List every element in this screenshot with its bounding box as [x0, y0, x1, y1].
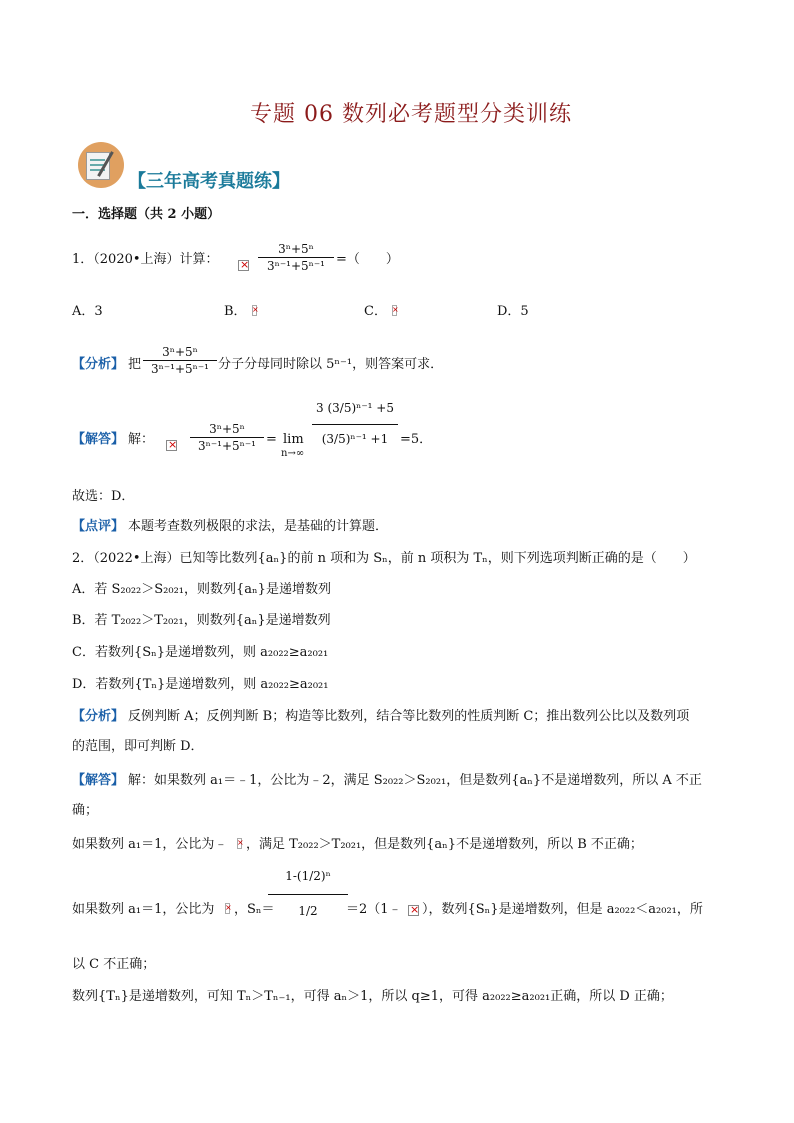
- q2-analysis-line2: 的范围，即可判断 D．: [72, 739, 204, 754]
- q2-option-a: A．若 S₂₀₂₂＞S₂₀₂₁，则数列{aₙ}是递增数列: [72, 582, 331, 597]
- q1-answer-tag: 【解答】: [72, 432, 125, 447]
- q2-answer-tag: 【解答】: [72, 773, 125, 788]
- q1-answer-fraction2: [312, 402, 398, 445]
- q1-analysis-fraction: [143, 346, 217, 375]
- q2-option-d: D．若数列{Tₙ}是递增数列，则 a₂₀₂₂≥a₂₀₂₁: [72, 677, 329, 692]
- q1-fraction: [258, 243, 334, 272]
- section-banner: 【三年高考真题练】: [128, 171, 290, 192]
- broken-image-icon: [252, 305, 257, 316]
- q1-answer-result: =5．: [400, 432, 433, 447]
- q1-answer-pre: 解：: [128, 432, 155, 447]
- q2-analysis-line1: 反例判断 A；反例判断 B；构造等比数列，结合等比数列的性质判断 C；推出数列公比以及数列项: [128, 709, 690, 724]
- q2-stem: 2．（2022•上海）已知等比数列{aₙ}的前 n 项和为 Sₙ，前 n 项积为 Tₙ，则下列选项判断正确的是（ ）: [72, 551, 696, 566]
- q2-answer-line2a: 如果数列 a₁＝1，公比为﹣: [72, 837, 228, 852]
- q1-equals: =（ ）: [336, 252, 399, 267]
- page-title: 专题 06 数列必考题型分类训练: [250, 102, 572, 127]
- broken-image-icon: [225, 903, 230, 914]
- q1-option-a: A．3: [72, 304, 103, 319]
- q1-option-d: D．5: [497, 304, 529, 319]
- q1-answer-eq: =: [266, 432, 277, 447]
- q1-analysis-pre: 把: [128, 357, 142, 372]
- q2-answer-line3a: 如果数列 a₁＝1，公比为: [72, 902, 215, 917]
- q1-option-c: C．: [364, 304, 387, 319]
- analysis-numerator: 3ⁿ+5ⁿ: [162, 345, 198, 359]
- q1-option-b: B．: [224, 304, 247, 319]
- q1-comment-tag: 【点评】: [72, 519, 125, 534]
- q2-option-b: B．若 T₂₀₂₂＞T₂₀₂₁，则数列{aₙ}是递增数列: [72, 613, 331, 628]
- section-heading: 一．选择题（共 2 小题）: [72, 207, 221, 222]
- q2-answer-line1: 解：如果数列 a₁＝﹣1，公比为﹣2，满足 S₂₀₂₂＞S₂₀₂₁，但是数列{aₙ}不是递增数列，所以 A 不正: [128, 773, 702, 788]
- answer-denominator: 3ⁿ⁻¹+5ⁿ⁻¹: [198, 439, 256, 453]
- answer-numerator: 3ⁿ+5ⁿ: [209, 422, 245, 436]
- q2-answer-line3b: ，Sₙ＝: [234, 902, 275, 917]
- sn-numerator: 1-(1/2)ⁿ: [285, 869, 331, 883]
- q2-answer-line3e: 以 C 不正确；: [72, 957, 156, 972]
- q2-answer-line3c: ＝2（1﹣: [346, 902, 402, 917]
- q2-answer-line2b: ，满足 T₂₀₂₂＞T₂₀₂₁，但是数列{aₙ}不是递增数列，所以 B 不正确；: [246, 837, 643, 852]
- broken-image-icon: [237, 838, 242, 849]
- q1-choose: 故选：D．: [72, 489, 135, 504]
- q1-numerator: 3ⁿ+5ⁿ: [278, 242, 314, 256]
- q1-denominator: 3ⁿ⁻¹+5ⁿ⁻¹: [267, 259, 325, 273]
- q2-option-c: C．若数列{Sₙ}是递增数列，则 a₂₀₂₂≥a₂₀₂₁: [72, 645, 329, 660]
- q1-answer-fraction1: [190, 423, 264, 452]
- q2-analysis-tag: 【分析】: [72, 709, 125, 724]
- q1-comment: 本题考查数列极限的求法，是基础的计算题．: [128, 519, 389, 534]
- sn-denominator: 1/2: [298, 904, 318, 918]
- q1-answer-limsub: n→∞: [281, 448, 305, 459]
- q1-analysis-post: 分子分母同时除以 5ⁿ⁻¹，则答案可求．: [218, 357, 444, 372]
- broken-image-icon: [392, 305, 397, 316]
- q1-analysis-tag: 【分析】: [72, 357, 125, 372]
- q2-answer-line3d: ），数列{Sₙ}是递增数列，但是 a₂₀₂₂＜a₂₀₂₁，所: [422, 902, 703, 917]
- q2-answer-line4: 数列{Tₙ}是递增数列，可知 Tₙ＞Tₙ₋₁，可得 aₙ＞1，所以 q≥1，可得 a₂₀₂₂≥a₂₀₂₁正确，所以 D 正确；: [72, 989, 673, 1004]
- q2-sn-fraction: [268, 870, 348, 917]
- answer2-numerator: 3 (3/5)ⁿ⁻¹ +5: [316, 401, 394, 415]
- answer2-denominator: (3/5)ⁿ⁻¹ +1: [321, 432, 389, 446]
- broken-image-icon: [408, 905, 419, 916]
- broken-image-icon: [166, 440, 177, 451]
- analysis-denominator: 3ⁿ⁻¹+5ⁿ⁻¹: [151, 362, 209, 376]
- q1-answer-lim: lim: [283, 432, 304, 447]
- q2-answer-line1b: 确；: [72, 803, 99, 818]
- broken-image-icon: [238, 260, 249, 271]
- q1-prefix: 1．（2020•上海）计算：: [72, 252, 219, 267]
